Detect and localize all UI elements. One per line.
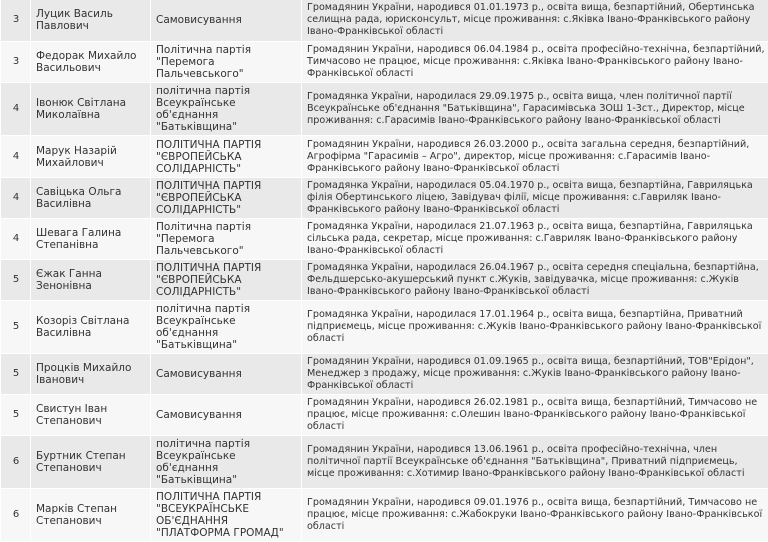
candidate-party: ПОЛІТИЧНА ПАРТІЯ "ЄВРОПЕЙСЬКА СОЛІДАРНІСТЬ" (151, 136, 301, 177)
candidate-info: Громадянка України, народилася 29.09.1975 р., освіта вища, член політичної партії Всеукраїнське об'єднання "Батьківщина", Гарасимівська ЗОШ 1-3ст., Директор, місце проживання: с.Гарасимів Івано-Франківського району Івано-Франківської області (302, 83, 768, 135)
candidate-name: Шевага Галина Степанівна (31, 219, 150, 259)
district-number: 4 (1, 83, 30, 135)
table-row (1, 83, 768, 135)
district-number: 5 (1, 260, 30, 300)
candidate-party: Політична партія "Перемога Пальчевського" (151, 42, 301, 82)
district-number: 3 (1, 0, 30, 41)
table-row (1, 489, 768, 541)
candidate-info: Громадянка України, народилася 17.01.1964 р., освіта вища, безпартійна, Приватний підприємець, місце проживання: с.Жуків Івано-Франківського району Івано-Франківської області (302, 301, 768, 353)
candidate-party: політична партія Всеукраїнське об'єднання "Батьківщина" (151, 83, 301, 135)
candidate-party: Політична партія "Перемога Пальчевського" (151, 219, 301, 259)
candidate-party: Самовисування (151, 354, 301, 394)
candidate-info: Громадянка України, народилася 26.04.1967 р., освіта середня спеціальна, безпартійна, Фельдшерсько-акушерський пункт с.Жуків, завідувачка, місце проживання: с.Жуків Івано-Франківського району Івано-Франківської області (302, 260, 768, 300)
candidate-name: Марук Назарій Михайлович (31, 136, 150, 177)
candidate-info: Громадянка України, народилася 21.07.1963 р., освіта вища, безпартійна, Гавриляцька сільська рада, секретар, місце проживання: с.Гавриляк Івано-Франківського району Івано-Франківської області (302, 219, 768, 259)
table-row (1, 260, 768, 300)
candidate-party: політична партія Всеукраїнське об'єднання "Батьківщина" (151, 436, 301, 488)
candidate-name: Івонюк Світлана Миколаївна (31, 83, 150, 135)
candidate-name: Єжак Ганна Зенонівна (31, 260, 150, 300)
table-row (1, 0, 768, 41)
table-row (1, 136, 768, 177)
candidate-name: Савіцька Ольга Василівна (31, 178, 150, 218)
candidate-party: Самовисування (151, 0, 301, 41)
district-number: 3 (1, 42, 30, 82)
candidate-info: Громадянин України, народився 01.09.1965 р., освіта вища, безпартійний, ТОВ"Ерідон", Менеджер з продажу, місце проживання: с.Жуків Івано-Франківського району Івано-Франківської області (302, 354, 768, 394)
district-number: 5 (1, 395, 30, 435)
district-number: 4 (1, 136, 30, 177)
candidate-name: Буртник Степан Степанович (31, 436, 150, 488)
table-row (1, 354, 768, 394)
candidate-info: Громадянка України, народилася 05.04.1970 р., освіта вища, безпартійна, Гавриляцька філія Обертинського ліцею, Завідувач філії, місце проживання: с.Гавриляк Івано-Франківського району Івано-Франківської області (302, 178, 768, 218)
table-row (1, 219, 768, 259)
candidate-info: Громадянин України, народився 26.02.1981 р., освіта вища, безпартійний, Тимчасово не працює, місце проживання: с.Олешин Івано-Франківського району Івано-Франківської області (302, 395, 768, 435)
candidate-party: політична партія Всеукраїнське об'єднання "Батьківщина" (151, 301, 301, 353)
district-number: 6 (1, 489, 30, 541)
table-row (1, 42, 768, 82)
candidate-name: Процків Михайло Іванович (31, 354, 150, 394)
district-number: 6 (1, 436, 30, 488)
candidate-party: Самовисування (151, 395, 301, 435)
district-number: 5 (1, 354, 30, 394)
district-number: 4 (1, 178, 30, 218)
candidate-party: ПОЛІТИЧНА ПАРТІЯ "ВСЕУКРАЇНСЬКЕ ОБ'ЄДНАННЯ "ПЛАТФОРМА ГРОМАД" (151, 489, 301, 541)
candidate-name: Марків Степан Степанович (31, 489, 150, 541)
candidate-info: Громадянин України, народився 13.06.1961 р., освіта професійно-технічна, член політичної партії Всеукраїнське об'єднання "Батьківщина", Приватний підприємець, місце проживання: с.Хотимир Івано-Франківського району Івано-Франківської області (302, 436, 768, 488)
table-row (1, 395, 768, 435)
candidate-info: Громадянин України, народився 26.03.2000 р., освіта загальна середня, безпартійний, Агрофірма "Гарасимів – Агро", директор, місце проживання: с.Гарасимів Івано-Франківського району Івано-Франківської області (302, 136, 768, 177)
candidate-party: ПОЛІТИЧНА ПАРТІЯ "ЄВРОПЕЙСЬКА СОЛІДАРНІСТЬ" (151, 260, 301, 300)
table-row (1, 436, 768, 488)
district-number: 5 (1, 301, 30, 353)
candidate-info: Громадянин України, народився 01.01.1973 р., освіта вища, безпартійний, Обертинська селищна рада, юрисконсульт, місце проживання: с.Яківка Івано-Франківського району Івано-Франківської області (302, 0, 768, 41)
table-row (1, 178, 768, 218)
candidate-party: ПОЛІТИЧНА ПАРТІЯ "ЄВРОПЕЙСЬКА СОЛІДАРНІСТЬ" (151, 178, 301, 218)
table-row (1, 301, 768, 353)
candidate-name: Луцик Василь Павлович (31, 0, 150, 41)
district-number: 4 (1, 219, 30, 259)
candidate-info: Громадянин України, народився 06.04.1984 р., освіта професійно-технічна, безпартійний, Тимчасово не працює, місце проживання: с.Яківка Івано-Франківського району Івано-Франківської області (302, 42, 768, 82)
candidate-name: Свистун Іван Степанович (31, 395, 150, 435)
candidate-name: Федорак Михайло Васильович (31, 42, 150, 82)
candidate-name: Козоріз Світлана Василівна (31, 301, 150, 353)
candidate-info: Громадянин України, народився 09.01.1976 р., освіта вища, безпартійний, Тимчасово не працює, місце проживання: с.Жабокруки Івано-Франківського району Івано-Франківської області (302, 489, 768, 541)
